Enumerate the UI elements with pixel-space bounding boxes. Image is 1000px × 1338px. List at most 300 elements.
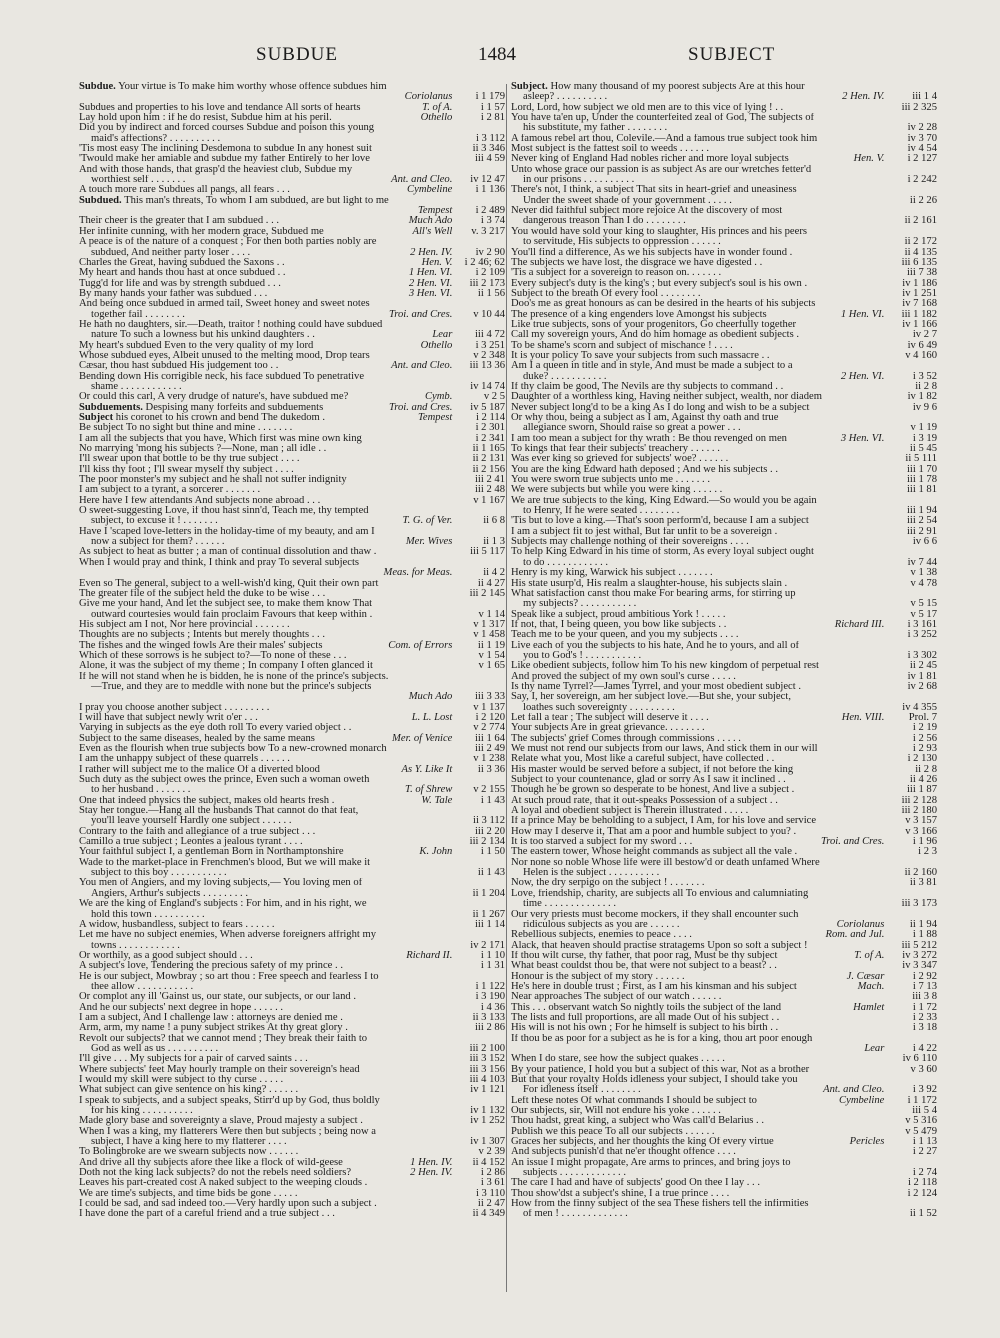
concordance-line — [511, 1168, 937, 1178]
concordance-line — [79, 858, 505, 868]
quotation: Whose subdued eyes, Albeit unused to the melting mood, Drop tears — [79, 350, 370, 361]
quotation-text — [79, 610, 429, 620]
play-title: Much Ado — [408, 691, 455, 703]
play-title: 1 Hen. IV. — [410, 1156, 455, 1168]
quotation: Helen is the subject . . . . . . . . . . — [523, 868, 660, 879]
act-scene-line: iii 1 182 — [901, 308, 937, 320]
concordance-line — [511, 527, 937, 537]
act-scene-line: ii 3 36 — [477, 763, 505, 775]
quotation: Lay hold upon him : if he do resist, Subdue him at his peril. — [79, 113, 332, 124]
concordance-line — [79, 1189, 505, 1199]
quotation-text — [511, 775, 861, 785]
quotation: 'Twould make her amiable and subdue my father Entirely to her love — [79, 154, 370, 165]
concordance-line — [511, 723, 937, 733]
quotation-text — [79, 806, 505, 816]
quotation: My heart and hands thou hast at once subdued . . — [79, 268, 286, 279]
quotation-text — [511, 599, 861, 609]
act-scene-line: iv 1 186 — [902, 277, 937, 289]
quotation-text — [79, 113, 419, 123]
quotation-text — [511, 113, 937, 123]
concordance-line — [79, 868, 505, 878]
quotation: Bending down His corrigible neck, his face subdued To penetrative — [79, 371, 365, 382]
concordance-line — [511, 206, 937, 216]
concordance-line — [511, 754, 937, 764]
quotation-text — [511, 248, 861, 258]
quotation: How may I deserve it, That am a poor and humble subject to you? . — [511, 826, 797, 837]
quotation: you'll leave yourself Hardly one subject . . . . . . — [91, 816, 292, 827]
reference — [405, 185, 505, 195]
play-title: 1 Hen. VI. — [408, 267, 455, 279]
act-scene-line: iii 13 36 — [469, 360, 505, 372]
act-scene-line: ii 2 160 — [904, 867, 937, 879]
quotation-text — [511, 899, 861, 909]
quotation-text — [511, 951, 852, 961]
concordance-line — [79, 806, 505, 816]
reference — [861, 485, 937, 495]
concordance-line — [511, 1003, 937, 1013]
quotation-text — [511, 672, 861, 682]
quotation-text — [511, 454, 861, 464]
quotation: I'll kiss thy foot ; I'll swear myself thy subject . . . . — [79, 464, 294, 475]
quotation: Or complot any ill 'Gainst us, our state, our subjects, or our land . — [79, 992, 357, 1003]
quotation-text — [511, 216, 861, 226]
quotation: ridiculous subjects as you are . . . . . . — [523, 919, 680, 930]
quotation: And with those hands, that grasp'd the heaviest club, Subdue my — [79, 164, 353, 175]
concordance-line — [511, 620, 937, 630]
quotation-text — [79, 1127, 505, 1137]
quotation: If thou wilt curse, thy father, that poor rag, Must be thy subject — [511, 950, 778, 961]
concordance-line — [511, 92, 937, 102]
quotation-text — [511, 154, 852, 164]
headword: Subject — [79, 413, 114, 423]
quotation: Thou hadst, great king, a subject who Was call'd Belarius . . — [511, 1116, 764, 1127]
quotation: Even as the flourish when true subjects bow To a new-crowned monarch — [79, 744, 387, 754]
quotation-text — [511, 558, 861, 568]
concordance-line — [79, 734, 505, 744]
act-scene-line: iv 2 68 — [907, 680, 937, 692]
act-scene-line: iii 4 103 — [469, 1074, 505, 1085]
concordance-line — [79, 185, 505, 195]
concordance-line — [511, 630, 937, 640]
act-scene-line: v 2 39 — [478, 1146, 505, 1158]
act-scene-line: i 3 190 — [475, 991, 505, 1003]
concordance-line — [79, 1044, 505, 1054]
quotation: Now, the dry serpigo on the subject ! . . . . . . . — [511, 878, 705, 889]
act-scene-line: v 1 167 — [473, 494, 505, 506]
concordance-line — [511, 227, 937, 237]
act-scene-line: i 1 10 — [480, 949, 505, 961]
concordance-line — [79, 878, 505, 888]
quotation: But that your royalty Holds idleness your subject, I should take you — [511, 1075, 798, 1085]
act-scene-line: iii 2 41 — [474, 474, 505, 486]
concordance-line — [511, 175, 937, 185]
quotation-text — [511, 268, 861, 278]
act-scene-line: v 2 774 — [473, 722, 505, 734]
quotation-text — [79, 537, 404, 547]
act-scene-line: ii 5 45 — [909, 443, 937, 455]
quotation: And drive all thy subjects afore thee like a flock of wild-geese — [79, 1157, 343, 1168]
reference — [429, 661, 505, 671]
concordance-line — [511, 765, 937, 775]
quotation: time . . . . . . . . . . . . . . — [523, 899, 616, 910]
play-title: Ant. and Cleo. — [823, 1084, 887, 1096]
play-title: J. Cæsar — [846, 970, 887, 982]
act-scene-line: iii 5 212 — [901, 939, 937, 951]
concordance-line — [511, 506, 937, 516]
quotation: The fishes and the winged fowls Are their males' subjects — [79, 640, 323, 651]
quotation: Subject to the breath Of every fool . . . . . . . . — [511, 288, 701, 299]
quotation-text — [511, 1054, 861, 1064]
quotation-text — [79, 847, 417, 857]
act-scene-line: i 3 302 — [907, 649, 937, 661]
concordance-line — [79, 1065, 505, 1075]
play-title: Com. of Errors — [388, 639, 455, 651]
quotation-text — [79, 279, 407, 289]
quotation: Unto whose grace our passion is as subject As are our wretches fetter'd — [511, 164, 812, 175]
quotation-text — [79, 382, 429, 392]
quotation-text — [511, 227, 937, 237]
act-scene-line: ii 2 47 — [477, 1198, 505, 1210]
quotation-text — [511, 1158, 937, 1168]
act-scene-line: v 2 155 — [473, 784, 505, 796]
quotation: asleep? . . . . . . . . . . — [523, 92, 608, 103]
act-scene-line: i 3 252 — [907, 629, 937, 641]
act-scene-line: i 1 31 — [480, 960, 505, 972]
act-scene-line: iii 1 81 — [906, 484, 937, 496]
concordance-line — [511, 103, 937, 113]
concordance-line — [79, 1106, 505, 1116]
quotation: As subject to heat as butter ; a man of continual dissolution and thaw . — [79, 547, 377, 558]
reference — [861, 1189, 937, 1199]
quotation: I will have that subject newly writ o'er . . . — [79, 712, 258, 723]
quotation-text — [79, 723, 429, 733]
act-scene-line: iii 2 100 — [469, 1042, 505, 1054]
concordance-line — [511, 568, 937, 578]
act-scene-line: iv 3 70 — [907, 132, 937, 144]
concordance-line — [79, 1023, 505, 1033]
reference — [407, 289, 505, 299]
concordance-line — [511, 310, 937, 320]
quotation-text — [79, 827, 429, 837]
quotation-text — [511, 134, 861, 144]
act-scene-line: iii 3 33 — [474, 691, 505, 703]
concordance-line — [79, 972, 505, 982]
quotation-text — [511, 1085, 821, 1095]
quotation: The greater file of the subject held the duke to be wise . . . — [79, 588, 326, 599]
play-title: Coriolanus — [404, 91, 455, 103]
quotation: We are the king of England's subjects : For him, and in his right, we — [79, 899, 367, 910]
act-scene-line: i 1 179 — [475, 91, 505, 103]
concordance-line — [511, 930, 937, 940]
act-scene-line: iii 2 173 — [469, 277, 505, 289]
play-title: As Y. Like It — [401, 763, 455, 775]
reference — [861, 403, 937, 413]
concordance-line — [511, 1106, 937, 1116]
quotation: When I was a king, my flatterers Were then but subjects ; being now a — [79, 1126, 376, 1137]
quotation: together fail . . . . . . . . — [91, 309, 185, 320]
concordance-line — [511, 744, 937, 754]
act-scene-line: ii 3 133 — [472, 1011, 505, 1023]
concordance-line — [511, 413, 937, 423]
act-scene-line: ii 2 26 — [909, 194, 937, 206]
play-title: 3 Hen. VI. — [840, 432, 887, 444]
concordance-line — [511, 537, 937, 547]
quotation-text — [511, 382, 861, 392]
act-scene-line: ii 4 135 — [904, 246, 937, 258]
quotation-text — [511, 765, 861, 775]
act-scene-line: iii 4 72 — [474, 329, 505, 341]
concordance-line — [79, 310, 505, 320]
act-scene-line: i 1 57 — [480, 101, 505, 113]
concordance-line — [79, 661, 505, 671]
quotation-text — [511, 496, 937, 506]
play-title: Hen. VIII. — [841, 711, 887, 723]
quotation-text — [79, 547, 429, 557]
quotation: Wade to the market-place in Frenchmen's blood, But we will make it — [79, 857, 371, 868]
quotation: Doo's me as great honours as can be desired in the hearts of his subjects — [511, 299, 816, 310]
act-scene-line: ii 1 267 — [472, 908, 505, 920]
quotation: To kings that fear their subjects' treachery . . . . . . — [511, 444, 720, 455]
quotation: His will is not his own ; For he himself is subject to his birth . . — [511, 1023, 779, 1034]
quotation-text — [79, 961, 429, 971]
page-header — [0, 44, 1000, 74]
quotation-text — [511, 310, 839, 320]
act-scene-line: ii 2 8 — [915, 380, 937, 392]
act-scene-line: i 1 43 — [480, 794, 505, 806]
act-scene-line: i 1 50 — [480, 846, 505, 858]
quotation: outward courtesies would fain proclaim Favours that keep within . — [91, 609, 373, 620]
quotation-text — [511, 392, 861, 402]
quotation: subject to this boy . . . . . . . . . . . — [91, 868, 227, 879]
quotation-text — [511, 620, 833, 630]
concordance-line — [511, 1116, 937, 1126]
concordance-line — [79, 982, 505, 992]
concordance-line — [79, 568, 505, 578]
concordance-line — [79, 1116, 505, 1126]
quotation: What beast couldst thou be, that were not subject to a beast? . . — [511, 961, 777, 972]
quotation-text — [79, 413, 416, 423]
concordance-line — [79, 454, 505, 464]
quotation-text — [79, 630, 429, 640]
quotation: The eastern tower, Whose height commands as subject all the vale . — [511, 847, 798, 858]
quotation-text — [511, 651, 861, 661]
quotation-text — [511, 320, 861, 330]
quotation-text — [511, 1137, 848, 1147]
quotation: I am a subject fit to jest withal, But far unfit to be a sovereign . — [511, 526, 778, 537]
quotation: When I do stare, see how the subject quakes . . . . . — [511, 1054, 725, 1065]
reference — [382, 568, 506, 578]
quotation-text — [79, 103, 420, 113]
quotation: Alone, it was the subject of my theme ; In company I often glanced it — [79, 661, 373, 672]
play-title: 2 Hen. IV. — [410, 1167, 455, 1179]
act-scene-line: i 2 341 — [475, 432, 505, 444]
concordance-line — [79, 1034, 505, 1044]
quotation-text — [79, 227, 411, 237]
concordance-line — [79, 889, 505, 899]
act-scene-line: iii 5 4 — [912, 1105, 937, 1117]
act-scene-line: iii 1 64 — [474, 732, 505, 744]
concordance-line — [511, 1013, 937, 1023]
quotation: A loyal and obedient subject is Therein illustrated . . . . . — [511, 806, 749, 817]
quotation-text — [79, 185, 405, 195]
play-title: Mach. — [857, 980, 887, 992]
quotation: I'll swear upon that bottle to be thy true subject . . . . — [79, 454, 300, 465]
concordance-line — [511, 806, 937, 816]
quotation: I pray you choose another subject . . . . . . . . . — [79, 702, 270, 713]
quotation: hold this town . . . . . . . . . . — [91, 909, 205, 920]
quotation-text — [79, 1044, 429, 1054]
concordance-line — [79, 1096, 505, 1106]
concordance-line — [511, 320, 937, 330]
act-scene-line: i 2 74 — [912, 1167, 937, 1179]
act-scene-line: i 2 489 — [475, 205, 505, 217]
concordance-line — [79, 920, 505, 930]
quotation-text — [511, 206, 937, 216]
reference — [411, 227, 505, 237]
quotation-text — [511, 579, 861, 589]
concordance-line — [511, 692, 937, 702]
concordance-line — [79, 1127, 505, 1137]
act-scene-line: i 7 13 — [912, 980, 937, 992]
quotation: Angiers, Arthur's subjects . . . . . . . . . — [91, 888, 248, 899]
quotation-text — [511, 1096, 837, 1106]
quotation: of men ! . . . . . . . . . . . . . — [523, 1209, 628, 1220]
act-scene-line: iv 2 90 — [475, 246, 505, 258]
reference — [429, 496, 505, 506]
play-title: 2 Hen. IV. — [410, 246, 455, 258]
concordance-line — [79, 1075, 505, 1085]
act-scene-line: i 2 3 — [918, 846, 937, 858]
reference — [861, 847, 937, 857]
quotation-text — [79, 434, 429, 444]
quotation-text — [511, 816, 861, 826]
act-scene-line: ii 1 204 — [472, 887, 505, 899]
concordance-line — [79, 413, 505, 423]
quotation: allegiance sworn, Should raise so great a power . . . — [523, 423, 741, 434]
concordance-line — [511, 868, 937, 878]
quotation-text — [511, 485, 861, 495]
act-scene-line: iii 3 156 — [469, 1063, 505, 1075]
reference — [861, 899, 937, 909]
concordance-line — [511, 237, 937, 247]
play-title: Mer. Wives — [405, 536, 455, 548]
quotation-text — [79, 1116, 429, 1126]
reference — [861, 599, 937, 609]
quotation: Or could this carl, A very drudge of nature's, have subdued me? — [79, 392, 349, 403]
quotation-text — [79, 310, 387, 320]
page-number: 1484 — [478, 44, 516, 65]
concordance-line — [511, 372, 937, 382]
act-scene-line: i 2 93 — [912, 743, 937, 754]
quotation: Your subjects Are in great grievance. . . . . . . . — [511, 723, 705, 734]
quotation: We are time's subjects, and time bids be gone . . . . . — [79, 1188, 298, 1199]
quotation-text — [79, 496, 429, 506]
quotation-text — [511, 641, 937, 651]
quotation: How many thousand of my poorest subjects Are at this hour — [547, 82, 805, 92]
reference — [400, 765, 505, 775]
act-scene-line: v 4 160 — [905, 349, 937, 361]
quotation-text — [511, 992, 861, 1002]
act-scene-line: iii 3 8 — [912, 991, 937, 1003]
quotation: You'll find a difference, As we his subjects have in wonder found . — [511, 247, 793, 258]
reference — [861, 682, 937, 692]
quotation: When I would pray and think, I think and pray To several subjects — [79, 557, 360, 568]
concordance-line — [79, 599, 505, 609]
quotation: Relate what you, Most like a careful subject, have collected . . — [511, 754, 775, 765]
quotation-text — [511, 423, 861, 433]
quotation-text — [79, 289, 407, 299]
quotation-text — [511, 1106, 861, 1116]
quotation-text — [511, 403, 861, 413]
quotation-text — [511, 516, 861, 526]
quotation: Like obedient subjects, follow him To his new kingdom of perpetual rest — [511, 661, 819, 672]
act-scene-line: v 1 38 — [910, 567, 937, 579]
quotation: Or worthily, as a good subject should . . . — [79, 950, 253, 961]
act-scene-line: iv 4 355 — [902, 701, 937, 713]
concordance-line — [511, 289, 937, 299]
quotation: This . . . observant watch So nightly toils the subject of the land — [511, 1002, 782, 1013]
quotation-text — [79, 485, 429, 495]
quotation-text — [79, 144, 429, 154]
quotation: Her infinite cunning, with her modern grace, Subdued me — [79, 226, 324, 237]
quotation: Never did faithful subject more rejoice At the discovery of most — [511, 206, 783, 217]
quotation: Nor none so noble Whose life were ill bestow'd or death unfamed Where — [511, 857, 820, 868]
quotation: Most subject is the fattest soil to weeds . . . . . . — [511, 144, 710, 155]
act-scene-line: iv 2 171 — [470, 939, 505, 951]
quotation: It is too starved a subject for my sword . . . — [511, 837, 693, 848]
reference — [387, 310, 505, 320]
quotation-text — [511, 1023, 861, 1033]
concordance-line — [79, 692, 505, 702]
quotation: thee allow . . . . . . . . . . . — [91, 981, 194, 992]
quotation: shame . . . . . . . . . . . . — [91, 381, 182, 392]
quotation: my subjects? . . . . . . . . . . . — [523, 599, 637, 610]
act-scene-line: iii 2 54 — [906, 515, 937, 527]
act-scene-line: v 5 316 — [905, 1115, 937, 1127]
act-scene-line: v 2 348 — [473, 349, 505, 361]
reference — [861, 351, 937, 361]
act-scene-line: v 1 54 — [478, 649, 505, 661]
quotation: His subject am I not, Nor here provincial . . . . . . . — [79, 619, 290, 630]
headword: Subject. — [511, 82, 548, 92]
quotation: His master would be served before a subject, if not before the king — [511, 764, 794, 775]
concordance-line — [511, 341, 937, 351]
quotation: If a prince May be beholding to a subject, I Am, for his love and service — [511, 816, 817, 827]
quotation: now a subject for them? . . . . . . — [91, 537, 225, 548]
quotation: And subjects punish'd that ne'er thought offence . . . . — [511, 1147, 736, 1158]
quotation: Despising many forfeits and subduements — [142, 402, 324, 413]
quotation: Camillo a true subject ; Leontes a jealous tyrant . . . . — [79, 837, 303, 848]
quotation: Honour is the subject of my story . . . . . . — [511, 971, 685, 982]
act-scene-line: i 2 124 — [907, 1187, 937, 1199]
quotation-text — [511, 1065, 861, 1075]
act-scene-line: i 3 19 — [912, 432, 937, 444]
concordance-line — [79, 641, 505, 651]
concordance-line — [79, 113, 505, 123]
quotation: No marrying 'mong his subjects ?—None, man ; all idle . . — [79, 444, 327, 455]
quotation-text — [511, 258, 861, 268]
reference — [429, 1209, 505, 1219]
quotation-text — [511, 806, 861, 816]
quotation: loathes such sovereignty . . . . . . . . . — [523, 702, 675, 713]
quotation: We are true subjects to the king, King Edward.—So would you be again — [511, 495, 817, 506]
concordance-line — [79, 537, 505, 547]
quotation-text — [511, 661, 861, 671]
concordance-line — [79, 744, 505, 754]
act-scene-line: i 2 19 — [912, 722, 937, 734]
quotation: I rather will subject me to the malice Of a diverted blood — [79, 764, 320, 775]
quotation: There's not, I think, a subject That sits in heart-grief and uneasiness — [511, 185, 797, 196]
